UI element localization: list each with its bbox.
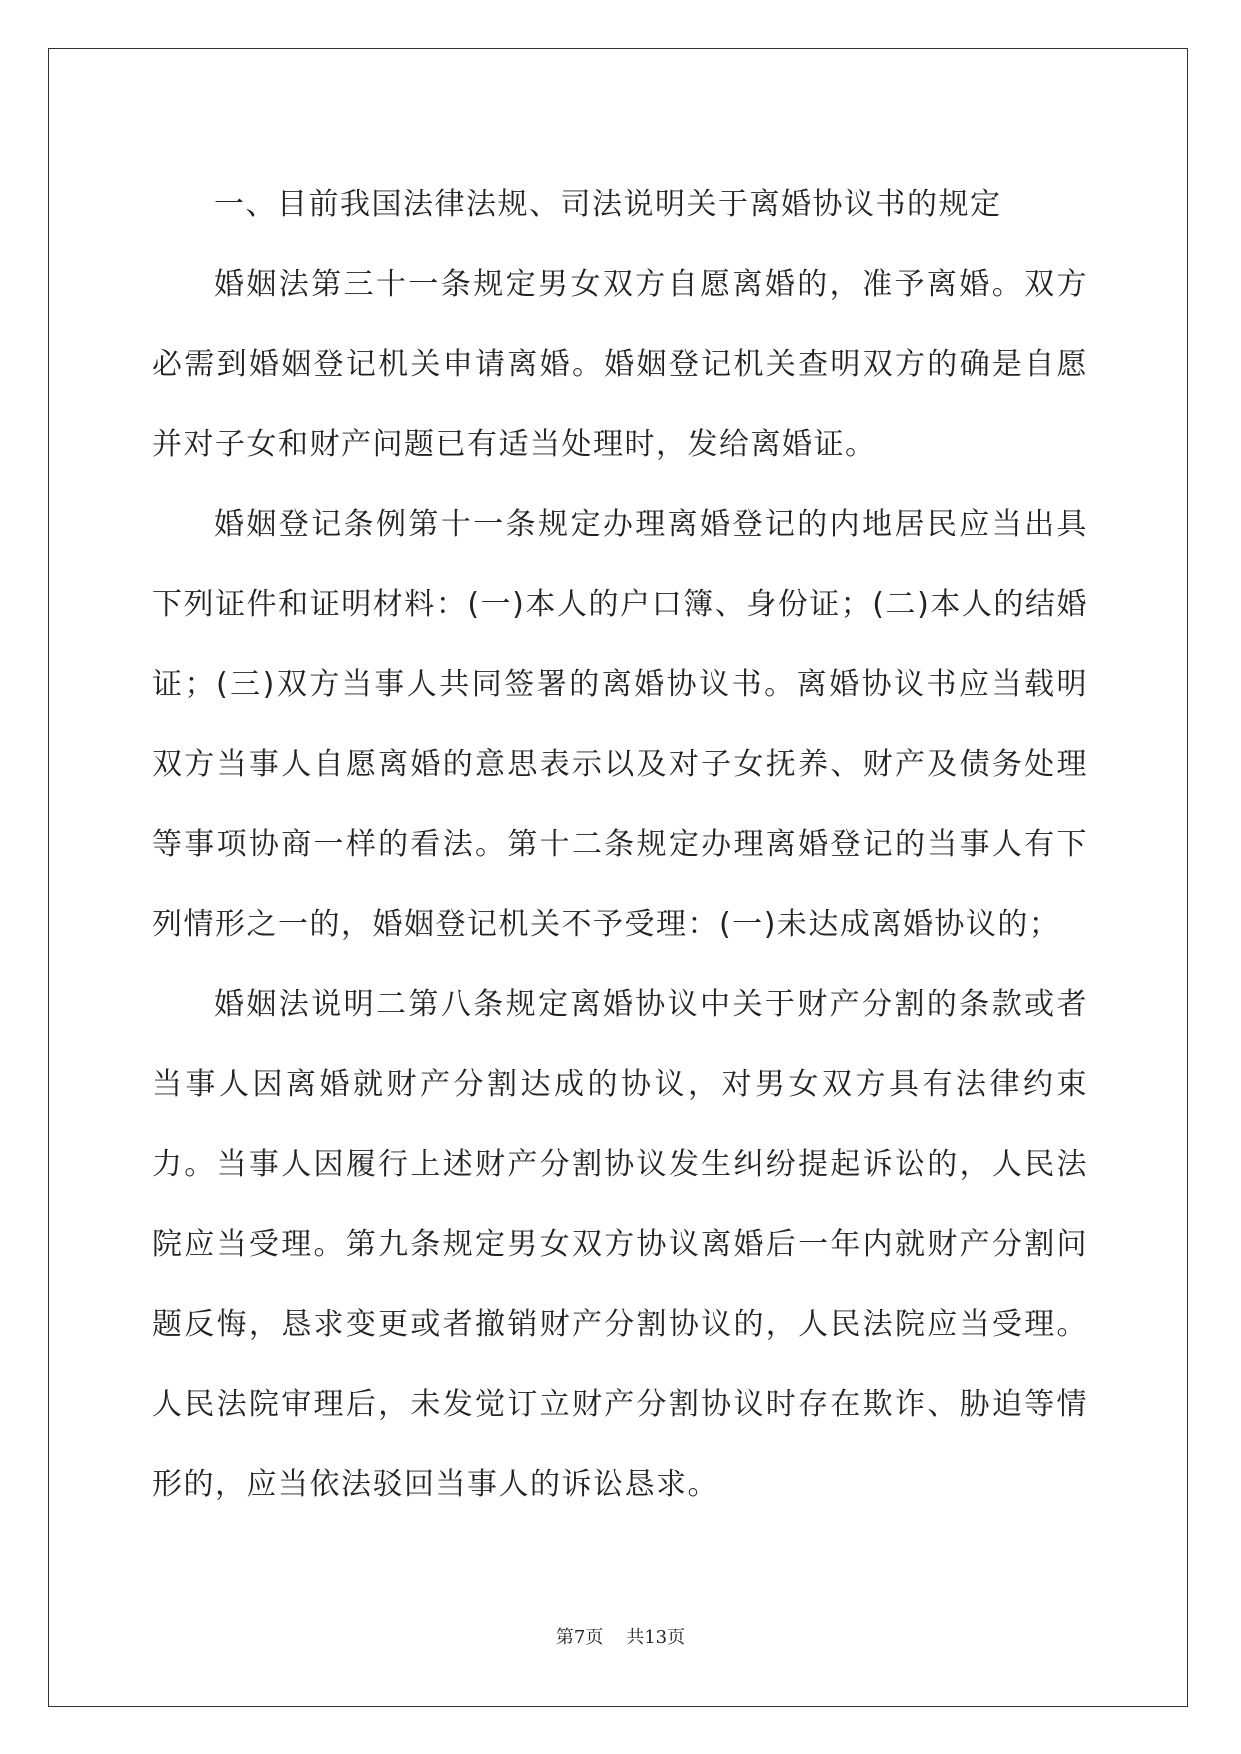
page-total: 共13页 — [626, 1627, 686, 1648]
page-number: 第7页 — [555, 1627, 604, 1648]
document-body — [152, 165, 1088, 1525]
section-heading: 一、目前我国法律法规、司法说明关于离婚协议书的规定 — [214, 187, 1002, 222]
paragraph-marriage-law-article-31: 婚姻法第三十一条规定男女双方自愿离婚的，准予离婚。双方必需到婚姻登记机关申请离婚。婚姻登记机关查明双方的确是自愿并对子女和财产问题已有适当处理时，发给离婚证。 — [152, 267, 1088, 462]
paragraph-judicial-interpretation: 婚姻法说明二第八条规定离婚协议中关于财产分割的条款或者当事人因离婚就财产分割达成的协议，对男女双方具有法律约束力。当事人因履行上述财产分割协议发生纠纷提起诉讼的，人民法院应当受理。第九条规定男女双方协议离婚后一年内就财产分割问题反悔，恳求变更或者撤销财产分割协议的，人民法院应当受理。人民法院审理后，未发觉订立财产分割协议时存在欺诈、胁迫等情形的，应当依法驳回当事人的诉讼恳求。 — [152, 987, 1088, 1502]
paragraph-registration-regulations: 婚姻登记条例第十一条规定办理离婚登记的内地居民应当出具下列证件和证明材料：(一)本人的户口簿、身份证；(二)本人的结婚证；(三)双方当事人共同签署的离婚协议书。离婚协议书应当载明双方当事人自愿离婚的意思表示以及对子女抚养、财产及债务处理等事项协商一样的看法。第十二条规定办理离婚登记的当事人有下列情形之一的，婚姻登记机关不予受理：(一)未达成离婚协议的； — [152, 507, 1088, 942]
page-footer — [0, 1623, 1241, 1649]
